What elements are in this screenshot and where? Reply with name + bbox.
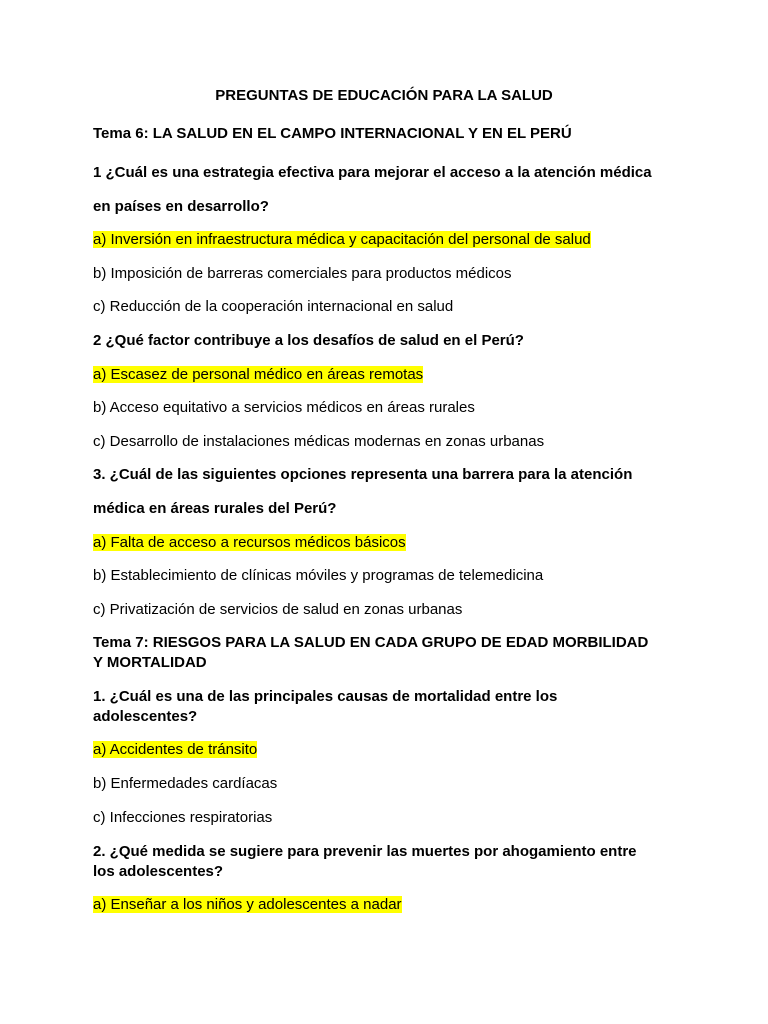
highlighted-answer: a) Accidentes de tránsito: [93, 741, 258, 758]
answer-option: b) Establecimiento de clínicas móviles y programas de telemedicina: [93, 567, 544, 584]
question-text: los adolescentes?: [93, 863, 224, 880]
answer-option: c) Privatización de servicios de salud en zonas urbanas: [93, 601, 463, 618]
section-heading-tema-6: Tema 6: LA SALUD EN EL CAMPO INTERNACIONAL Y EN EL PERÚ: [93, 125, 572, 142]
highlighted-answer: a) Inversión en infraestructura médica y capacitación del personal de salud: [93, 231, 591, 248]
answer-option: b) Enfermedades cardíacas: [93, 775, 278, 792]
answer-option: c) Reducción de la cooperación internacional en salud: [93, 298, 454, 315]
question-text: 2 ¿Qué factor contribuye a los desafíos de salud en el Perú?: [93, 332, 524, 349]
answer-option-highlighted: [93, 533, 406, 553]
highlighted-answer: a) Falta de acceso a recursos médicos básicos: [93, 534, 406, 551]
answer-option-highlighted: [93, 230, 591, 250]
section-heading-tema-7-cont: Y MORTALIDAD: [93, 654, 207, 671]
answer-option-highlighted: [93, 365, 423, 385]
answer-option: b) Acceso equitativo a servicios médicos en áreas rurales: [93, 399, 475, 416]
question-text: 2. ¿Qué medida se sugiere para prevenir las muertes por ahogamiento entre: [93, 843, 637, 860]
answer-option: c) Infecciones respiratorias: [93, 809, 273, 826]
question-text: en países en desarrollo?: [93, 198, 269, 215]
question-text: 1 ¿Cuál es una estrategia efectiva para mejorar el acceso a la atención médica: [93, 164, 652, 181]
question-text: adolescentes?: [93, 708, 198, 725]
highlighted-answer: a) Enseñar a los niños y adolescentes a nadar: [93, 896, 402, 913]
answer-option-highlighted: [93, 740, 257, 760]
answer-option: b) Imposición de barreras comerciales para productos médicos: [93, 265, 512, 282]
highlighted-answer: a) Escasez de personal médico en áreas remotas: [93, 366, 424, 383]
answer-option-highlighted: [93, 895, 402, 915]
answer-option: c) Desarrollo de instalaciones médicas modernas en zonas urbanas: [93, 433, 545, 450]
question-text: 3. ¿Cuál de las siguientes opciones representa una barrera para la atención: [93, 466, 633, 483]
question-text: 1. ¿Cuál es una de las principales causas de mortalidad entre los: [93, 688, 558, 705]
question-text: médica en áreas rurales del Perú?: [93, 500, 337, 517]
document-title: PREGUNTAS DE EDUCACIÓN PARA LA SALUD: [215, 87, 553, 104]
section-heading-tema-7: Tema 7: RIESGOS PARA LA SALUD EN CADA GRUPO DE EDAD MORBILIDAD: [93, 634, 649, 651]
